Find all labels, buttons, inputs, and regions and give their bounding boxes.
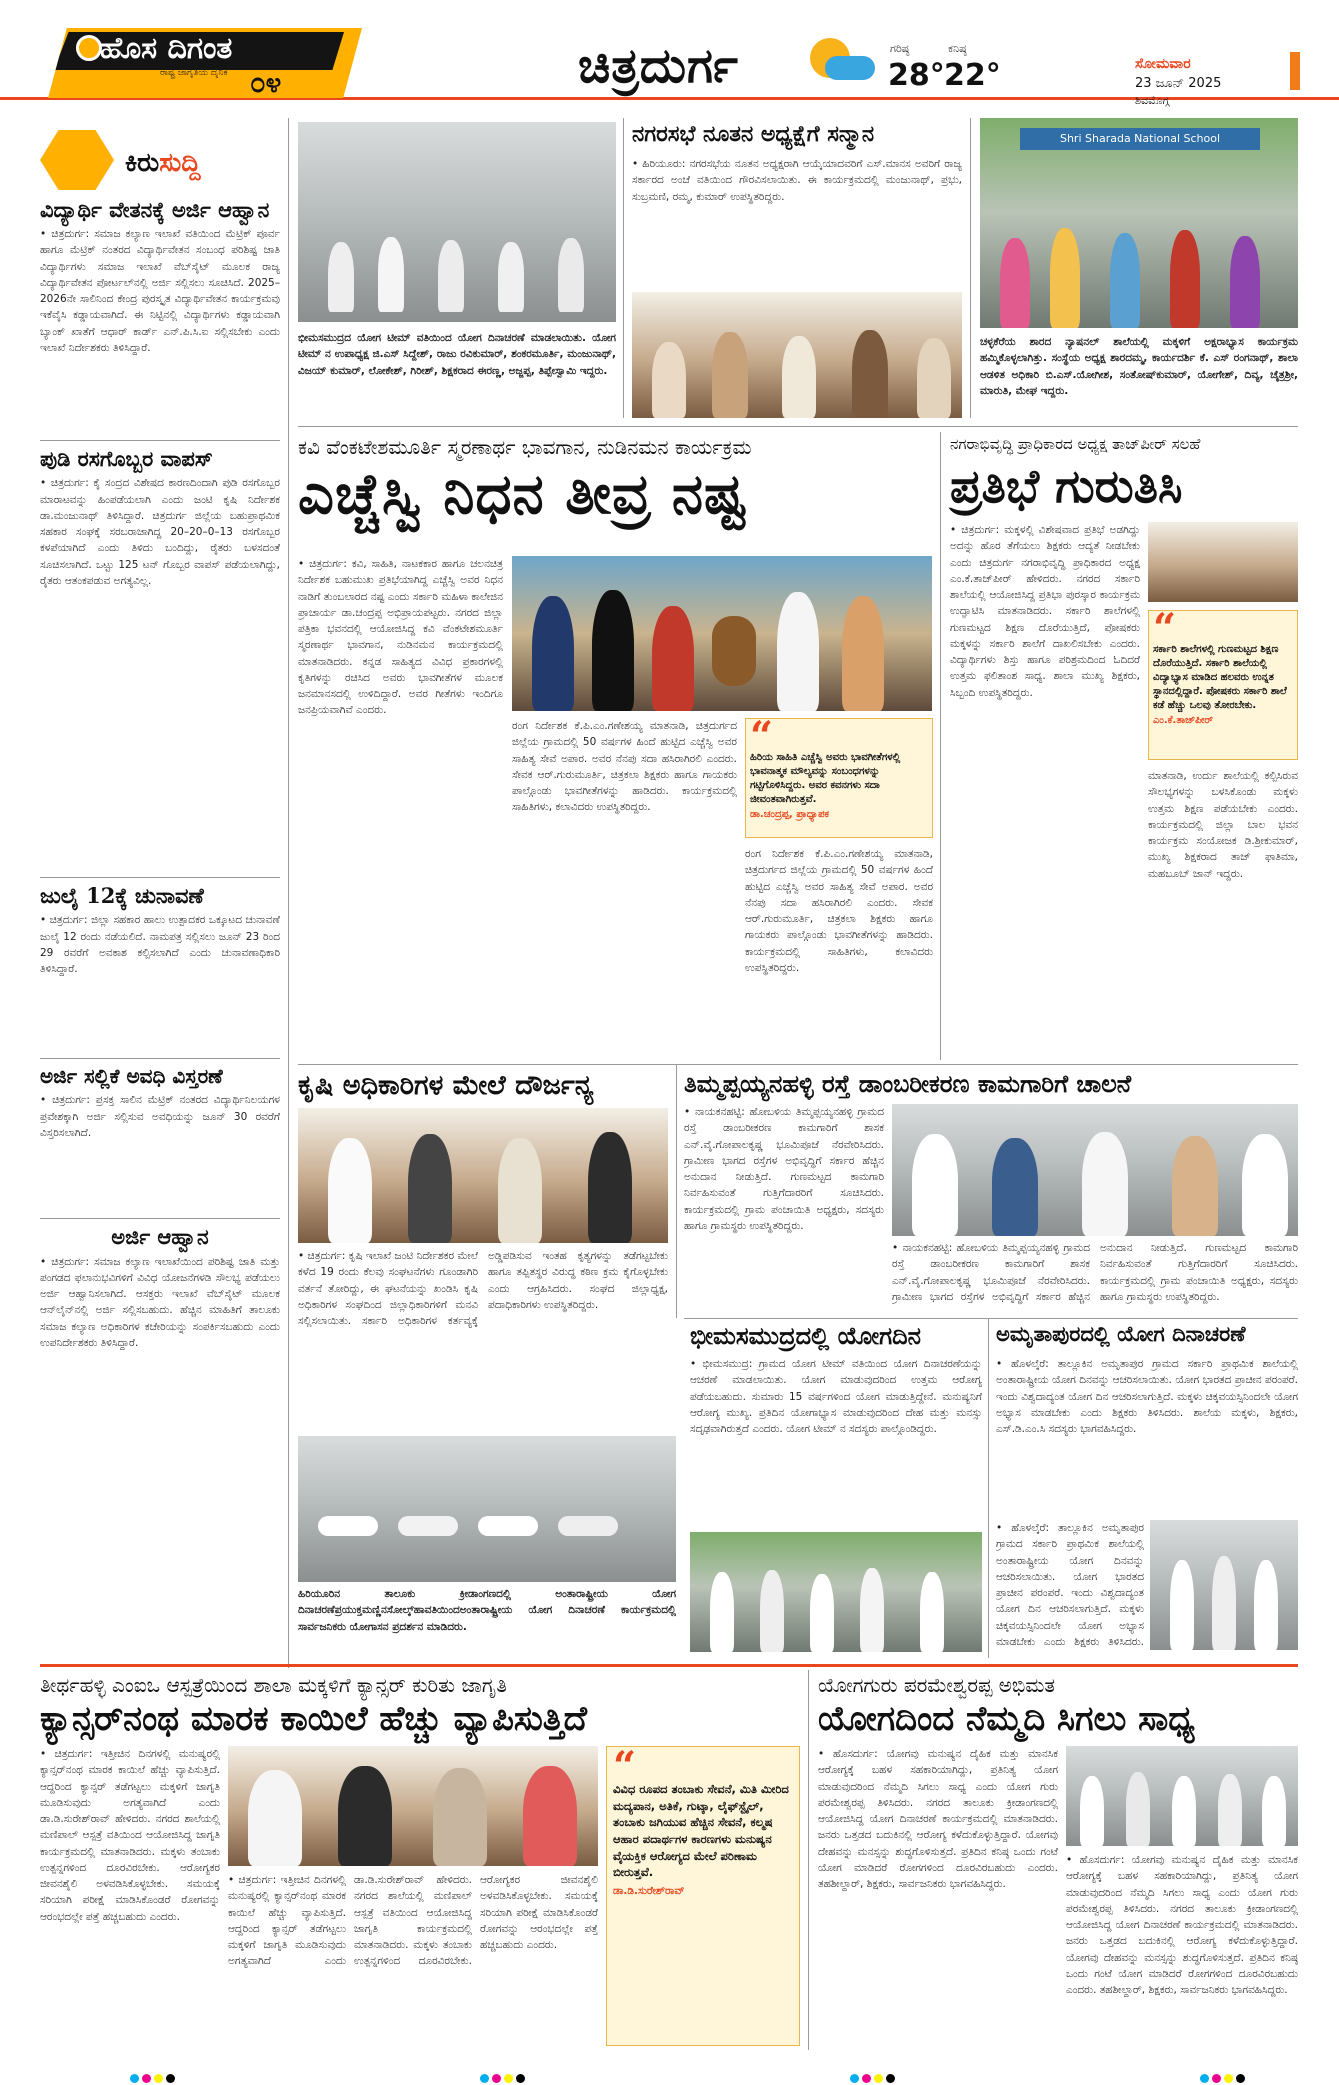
quote-box (606, 1746, 800, 2046)
article-title: ವಿದ್ಯಾರ್ಥಿ ವೇತನಕ್ಕೆ ಅರ್ಜಿ ಆಹ್ವಾನ (40, 198, 270, 222)
suddi-part: ಸುದ್ದಿ (159, 148, 201, 178)
school-yoga-photo (1150, 1520, 1298, 1650)
day-name: ಸೋಮವಾರ (1135, 56, 1191, 72)
person-figure (398, 1516, 458, 1536)
min-temp: 22° (944, 58, 1001, 93)
article-title: ಯೋಗದಿಂದ ನೆಮ್ಮದಿ ಸಿಗಲು ಸಾಧ್ಯ (818, 1699, 1195, 1739)
person-figure (652, 342, 686, 418)
person-figure (1262, 1776, 1286, 1846)
article-body: • ಹೊಸದುರ್ಗ: ಯೋಗವು ಮನುಷ್ಯನ ದೈಹಿಕ ಮತ್ತು ಮಾನಸಿಕ ಆರೋಗ್ಯಕ್ಕೆ ಬಹಳ ಸಹಕಾರಿಯಾಗಿದ್ದು, ಪ್ರತಿನಿತ್ಯ ಯೋಗ ಮಾಡುವುದರಿಂದ ನೆಮ್ಮದಿ ಸಿಗಲು ಸಾಧ್ಯ ಎಂದು ಯೋಗ ಗುರು ಪರಮೇಶ್ವರಪ್ಪ ತಿಳಿಸಿದರು. ನಗರದ ತಾಲೂಕು ಕ್ರೀಡಾಂಗಣದಲ್ಲಿ ಆಯೋಜಿಸಿದ್ದ ಯೋಗ ದಿನಾಚರಣೆ ಕಾರ್ಯಕ್ರಮದಲ್ಲಿ ಮಾತನಾಡಿದರು. ಜನರು ಒತ್ತಡದ ಬದುಕಿನಲ್ಲಿ ಆರೋಗ್ಯ ಕಳೆದುಕೊಳ್ಳುತ್ತಿದ್ದಾರೆ. ಯೋಗವು ದೇಹವನ್ನು ಮನಸ್ಸನ್ನು ಶುದ್ಧಗೊಳಿಸುತ್ತದೆ. ಪ್ರತಿದಿನ ಕನಿಷ್ಠ ಒಂದು ಗಂಟೆ ಯೋಗ ಮಾಡಿದರೆ ರೋಗಗಳಿಂದ ದೂರವಿರಬಹುದು ಎಂದರು. ತಹಶೀಲ್ದಾರ್, ಶಿಕ್ಷಕರು, ಸಾರ್ವಜನಿಕರು ಭಾಗವಹಿಸಿದ್ದರು. (818, 1748, 1058, 1891)
person-figure (498, 1138, 542, 1243)
person-figure (917, 338, 951, 418)
quote-icon: “ (1153, 610, 1177, 652)
person-figure (1000, 238, 1030, 328)
person-figure (842, 596, 884, 711)
person-figure (408, 1134, 452, 1243)
divider (40, 877, 280, 878)
column-rule (988, 1318, 989, 1658)
masthead (0, 0, 1339, 107)
person-figure (558, 1516, 618, 1536)
person-figure (433, 1768, 487, 1866)
column-rule (970, 118, 971, 418)
felicitation-photo (632, 292, 962, 418)
divider (40, 1218, 280, 1219)
person-figure (852, 330, 888, 418)
yoga-photo (690, 1532, 982, 1652)
person-figure (1230, 236, 1260, 328)
yoga-session-photo (1066, 1746, 1298, 1846)
quote-text: ಹಿರಿಯ ಸಾಹಿತಿ ಎಚ್ಚೆಸ್ವಿ ಅವರು ಭಾವಗೀತೆಗಳಲ್ಲಿ ಭಾವನಾತ್ಮಕ ಮೌಲ್ಯವನ್ನು ಸಂಬಂಧಗಳನ್ನು ಗಟ್ಟಿಗೊಳಿಸಿದ್ದರು. ಅವರ ಕವನಗಳು ಸದಾ ಜೀವಂತವಾಗಿರುತ್ತವೆ. (750, 752, 901, 805)
awareness-photo (228, 1746, 598, 1866)
divider (40, 440, 280, 441)
person-figure (810, 1574, 834, 1652)
quote-attribution: ಡಾ.ಚಂದ್ರಪ್ಪ, ಪ್ರಾಧ್ಯಾಪಕ (750, 809, 829, 820)
lead-kicker: ಕವಿ ವೆಂಕಟೇಶಮೂರ್ತಿ ಸ್ಮರಣಾರ್ಥ ಭಾವಗಾನ, ನುಡಿನಮನ ಕಾರ್ಯಕ್ರಮ (298, 435, 752, 459)
award-photo (1148, 522, 1298, 602)
article-title: ಅರ್ಜಿ ಆಹ್ವಾನ (111, 1224, 209, 1250)
article-body: • ನಾಯಕನಹಟ್ಟಿ: ಹೋಬಳಿಯ ತಿಮ್ಮಪ್ಪಯ್ಯನಹಳ್ಳಿ ಗ್ರಾಮದ ರಸ್ತೆ ಡಾಂಬರೀಕರಣ ಕಾಮಗಾರಿಗೆ ಶಾಸಕ ಎನ್.ವೈ.ಗೋಪಾಲಕೃಷ್ಣ ಭೂಮಿಪೂಜೆ ನೆರವೇರಿಸಿದರು. ಗ್ರಾಮೀಣ ಭಾಗದ ರಸ್ತೆಗಳ ಅಭಿವೃದ್ಧಿಗೆ ಸರ್ಕಾರ ಹೆಚ್ಚಿನ ಅನುದಾನ ನೀಡುತ್ತಿದೆ. ಗುಣಮಟ್ಟದ ಕಾಮಗಾರಿ ನಿರ್ವಹಿಸುವಂತೆ ಗುತ್ತಿಗೆದಾರರಿಗೆ ಸೂಚಿಸಿದರು. ಕಾರ್ಯಕ್ರಮದಲ್ಲಿ ಗ್ರಾಮ ಪಂಚಾಯಿತಿ ಅಧ್ಯಕ್ಷರು, ಸದಸ್ಯರು ಹಾಗೂ ಗ್ರಾಮಸ್ಥರು ಉಪಸ್ಥಿತರಿದ್ದರು. (892, 1242, 1298, 1303)
article-body: • ಭೀಮಸಮುದ್ರ: ಗ್ರಾಮದ ಯೋಗ ಟೀಮ್ ವತಿಯಿಂದ ಯೋಗ ದಿನಾಚರಣೆಯನ್ನು ಆಚರಣೆ ಮಾಡಲಾಯಿತು. ಯೋಗ ಮಾಡುವುದರಿಂದ ಉತ್ತಮ ಆರೋಗ್ಯ ಪಡೆಯಬಹುದು. ಸುಮಾರು 15 ವರ್ಷಗಳಿಂದ ಯೋಗ ಮಾಡುತ್ತಿದ್ದೇನೆ. ಮನುಷ್ಯನಿಗೆ ಆರೋಗ್ಯ ಮುಖ್ಯ. ಪ್ರತಿದಿನ ಯೋಗಾಭ್ಯಾಸ ಮಾಡುವುದರಿಂದ ದೇಹ ಮತ್ತು ಮನಸ್ಸು ಸದೃಢವಾಗಿರುತ್ತದೆ ಎಂದರು. ಯೋಗ ಟೀಮ್ ನ ಸದಸ್ಯರು ಪಾಲ್ಗೊಂಡಿದ್ದರು. (690, 1358, 982, 1436)
article-body: • ಚಿತ್ರದುರ್ಗ: ಕೈ ಸಂದ್ರದ ವಿಶೇಷದ ಕಾರಣದಿಂದಾಗಿ ಪುಡಿ ರಸಗೊಬ್ಬರ ಮಾರಾಟವನ್ನು ಹಿಂಪಡೆಯಲಾಗಿ ಎಂದು ಜಂಟಿ ಕೃಷಿ ನಿರ್ದೇಶಕ ಡಾ.ಮಂಜುನಾಥ್ ತಿಳಿಸಿದ್ದಾರೆ. ಚಿತ್ರದುರ್ಗ ಜಿಲ್ಲೆಯ ಬಹುಪ್ರಾಥಮಿಕ ಸಹಕಾರ ಸಂಘಕ್ಕೆ ಸರಬರಾಜಾಗಿದ್ದ 20–20–0–13 ರಸಗೊಬ್ಬರ ಕಳಪೆಯಾಗಿದೆ ಎಂದು ತಿಳಿದು ಬಂದಿದ್ದು, ರೈತರು ಬಳಸದಂತೆ ಸೂಚಿಸಲಾಗಿದೆ. ಒಟ್ಟು 125 ಟನ್ ಗೊಬ್ಬರ ವಾಪಸ್ ಪಡೆಯಲಾಗಿದ್ದು, ರೈತರು ಆತಂಕಪಡುವ ಅಗತ್ಯವಿಲ್ಲ. (40, 477, 280, 587)
person-figure (588, 1132, 632, 1243)
article-body: • ಹೊಸದುರ್ಗ: ಯೋಗವು ಮನುಷ್ಯನ ದೈಹಿಕ ಮತ್ತು ಮಾನಸಿಕ ಆರೋಗ್ಯಕ್ಕೆ ಬಹಳ ಸಹಕಾರಿಯಾಗಿದ್ದು, ಪ್ರತಿನಿತ್ಯ ಯೋಗ ಮಾಡುವುದರಿಂದ ನೆಮ್ಮದಿ ಸಿಗಲು ಸಾಧ್ಯ ಎಂದು ಯೋಗ ಗುರು ಪರಮೇಶ್ವರಪ್ಪ ತಿಳಿಸಿದರು. ನಗರದ ತಾಲೂಕು ಕ್ರೀಡಾಂಗಣದಲ್ಲಿ ಆಯೋಜಿಸಿದ್ದ ಯೋಗ ದಿನಾಚರಣೆ ಕಾರ್ಯಕ್ರಮದಲ್ಲಿ ಮಾತನಾಡಿದರು. ಜನರು ಒತ್ತಡದ ಬದುಕಿನಲ್ಲಿ ಆರೋಗ್ಯ ಕಳೆದುಕೊಳ್ಳುತ್ತಿದ್ದಾರೆ. ಯೋಗವು ದೇಹವನ್ನು ಮನಸ್ಸನ್ನು ಶುದ್ಧಗೊಳಿಸುತ್ತದೆ. ಪ್ರತಿದಿನ ಕನಿಷ್ಠ ಒಂದು ಗಂಟೆ ಯೋಗ ಮಾಡಿದರೆ ರೋಗಗಳಿಂದ ದೂರವಿರಬಹುದು ಎಂದರು. ತಹಶೀಲ್ದಾರ್, ಶಿಕ್ಷಕರು, ಸಾರ್ವಜನಿಕರು ಭಾಗವಹಿಸಿದ್ದರು. (1066, 1854, 1298, 1997)
max-temp: 28° (888, 58, 945, 93)
quote-text: ಸರ್ಕಾರಿ ಶಾಲೆಗಳಲ್ಲಿ ಗುಣಮಟ್ಟದ ಶಿಕ್ಷಣ ದೊರೆಯುತ್ತಿದೆ. ಸರ್ಕಾರಿ ಶಾಲೆಯಲ್ಲಿ ವಿದ್ಯಾಭ್ಯಾಸ ಮಾಡಿದ ಹಲವರು ಉನ್ನತ ಸ್ಥಾನದಲ್ಲಿದ್ದಾರೆ. ಪೋಷಕರು ಸರ್ಕಾರಿ ಶಾಲೆ ಕಡೆ ಹೆಚ್ಚು ಒಲವು ತೋರಬೇಕು. (1153, 644, 1287, 711)
article-title: ಅರ್ಜಿ ಸಲ್ಲಿಕೆ ಅವಧಿ ವಿಸ್ತರಣೆ (40, 1064, 223, 1089)
article-body: • ಚಿತ್ರದುರ್ಗ: ಸಮಾಜ ಕಲ್ಯಾಣ ಇಲಾಖೆಯಿಂದ ಪರಿಶಿಷ್ಟ ಜಾತಿ ಮತ್ತು ಪಂಗಡದ ಫಲಾನುಭವಿಗಳಿಗೆ ವಿವಿಧ ಯೋಜನೆಗಳಡಿ ಸೌಲಭ್ಯ ಪಡೆಯಲು ಅರ್ಜಿ ಆಹ್ವಾನಿಸಲಾಗಿದೆ. ಆಸಕ್ತರು ಇಲಾಖೆ ವೆಬ್‌ಸೈಟ್ ಮೂಲಕ ಆನ್‌ಲೈನ್‌ನಲ್ಲಿ ಅರ್ಜಿ ಸಲ್ಲಿಸಬಹುದು. ಹೆಚ್ಚಿನ ಮಾಹಿತಿಗೆ ತಾಲೂಕು ಸಮಾಜ ಕಲ್ಯಾಣ ಅಧಿಕಾರಿಗಳ ಕಚೇರಿಯನ್ನು ಸಂಪರ್ಕಿಸಬಹುದು ಎಂದು ಉಪನಿರ್ದೇಶಕರು ತಿಳಿಸಿದ್ದಾರೆ. (40, 1255, 280, 1349)
column-rule (288, 118, 289, 1668)
accent-bar (1290, 52, 1300, 90)
article-body: • ಚಿತ್ರದುರ್ಗ: ಇತ್ತೀಚಿನ ದಿನಗಳಲ್ಲಿ ಮನುಷ್ಯರಲ್ಲಿ ಕ್ಯಾನ್ಸರ್‌ನಂಥ ಮಾರಕ ಕಾಯಿಲೆ ಹೆಚ್ಚು ವ್ಯಾಪಿಸುತ್ತಿದೆ. ಆದ್ದರಿಂದ ಕ್ಯಾನ್ಸರ್ ತಡೆಗಟ್ಟಲು ಮಕ್ಕಳಿಗೆ ಜಾಗೃತಿ ಮೂಡಿಸುವುದು ಅಗತ್ಯವಾಗಿದೆ ಎಂದು ಡಾ.ಡಿ.ಸುರೇಶ್‌ರಾವ್ ಹೇಳಿದರು. ನಗರದ ಶಾಲೆಯಲ್ಲಿ ಮಣಿಪಾಲ್ ಆಸ್ಪತ್ರೆ ವತಿಯಿಂದ ಆಯೋಜಿಸಿದ್ದ ಜಾಗೃತಿ ಕಾರ್ಯಕ್ರಮದಲ್ಲಿ ಮಾತನಾಡಿದರು. ಮಕ್ಕಳು ತಂಬಾಕು ಉತ್ಪನ್ನಗಳಿಂದ ದೂರವಿರಬೇಕು. ಆರೋಗ್ಯಕರ ಜೀವನಶೈಲಿ ಅಳವಡಿಸಿಕೊಳ್ಳಬೇಕು. ಸಮಯಕ್ಕೆ ಸರಿಯಾಗಿ ಪರೀಕ್ಷೆ ಮಾಡಿಸಿಕೊಂಡರೆ ರೋಗವನ್ನು ಆರಂಭದಲ್ಲೇ ಪತ್ತೆ ಹಚ್ಚಬಹುದು ಎಂದರು. (228, 1874, 598, 1968)
person-figure (860, 1568, 884, 1652)
person-figure (498, 242, 524, 312)
person-figure (920, 1572, 944, 1652)
lead-body: • ಚಿತ್ರದುರ್ಗ: ಕವಿ, ಸಾಹಿತಿ, ನಾಟಕಕಾರ ಹಾಗೂ ಚಲನಚಿತ್ರ ನಿರ್ದೇಶಕ ಬಹುಮುಖ ಪ್ರತಿಭೆಯಾಗಿದ್ದ ಎಚ್ಚೆಸ್ವಿ ಅವರ ನಿಧನ ನಾಡಿಗೆ ತುಂಬಲಾರದ ನಷ್ಟ ಎಂದು ಸರ್ಕಾರಿ ಮಹಿಳಾ ಕಾಲೇಜಿನ ಪ್ರಾಚಾರ್ಯ ಡಾ.ಚಂದ್ರಪ್ಪ ಅಭಿಪ್ರಾಯಪಟ್ಟರು. ನಗರದ ಜಿಲ್ಲಾ ಪತ್ರಿಕಾ ಭವನದಲ್ಲಿ ಆಯೋಜಿಸಿದ್ದ ಕವಿ ವೆಂಕಟೇಶಮೂರ್ತಿ ಸ್ಮರಣಾರ್ಥ ಭಾವಗಾನ, ನುಡಿನಮನ ಕಾರ್ಯಕ್ರಮದಲ್ಲಿ ಮಾತನಾಡಿದರು. ಕನ್ನಡ ಸಾಹಿತ್ಯದ ವಿವಿಧ ಪ್ರಕಾರಗಳಲ್ಲಿ ಕೃತಿಗಳನ್ನು ರಚಿಸಿದ ಅವರು ಭಾವಗೀತೆಗಳ ಮೂಲಕ ಜನಮಾನಸದಲ್ಲಿ ಉಳಿದಿದ್ದಾರೆ. ಅವರ ಗೀತೆಗಳು ಇಂದಿಗೂ ಜನಪ್ರಿಯವಾಗಿವೆ ಎಂದರು. (298, 558, 503, 717)
person-figure (712, 332, 748, 418)
article-body: • ಚಿತ್ರದುರ್ಗ: ಇತ್ತೀಚಿನ ದಿನಗಳಲ್ಲಿ ಮನುಷ್ಯರಲ್ಲಿ ಕ್ಯಾನ್ಸರ್‌ನಂಥ ಮಾರಕ ಕಾಯಿಲೆ ಹೆಚ್ಚು ವ್ಯಾಪಿಸುತ್ತಿದೆ. ಆದ್ದರಿಂದ ಕ್ಯಾನ್ಸರ್ ತಡೆಗಟ್ಟಲು ಮಕ್ಕಳಿಗೆ ಜಾಗೃತಿ ಮೂಡಿಸುವುದು ಅಗತ್ಯವಾಗಿದೆ ಎಂದು ಡಾ.ಡಿ.ಸುರೇಶ್‌ರಾವ್ ಹೇಳಿದರು. ನಗರದ ಶಾಲೆಯಲ್ಲಿ ಮಣಿಪಾಲ್ ಆಸ್ಪತ್ರೆ ವತಿಯಿಂದ ಆಯೋಜಿಸಿದ್ದ ಜಾಗೃತಿ ಕಾರ್ಯಕ್ರಮದಲ್ಲಿ ಮಾತನಾಡಿದರು. ಮಕ್ಕಳು ತಂಬಾಕು ಉತ್ಪನ್ನಗಳಿಂದ ದೂರವಿರಬೇಕು. ಆರೋಗ್ಯಕರ ಜೀವನಶೈಲಿ ಅಳವಡಿಸಿಕೊಳ್ಳಬೇಕು. ಸಮಯಕ್ಕೆ ಸರಿಯಾಗಿ ಪರೀಕ್ಷೆ ಮಾಡಿಸಿಕೊಂಡರೆ ರೋಗವನ್ನು ಆರಂಭದಲ್ಲೇ ಪತ್ತೆ ಹಚ್ಚಬಹುದು ಎಂದರು. (40, 1748, 220, 1923)
person-figure (592, 590, 634, 711)
article-body: • ಚಿತ್ರದುರ್ಗ: ಕೃಷಿ ಇಲಾಖೆ ಜಂಟಿ ನಿರ್ದೇಶಕರ ಮೇಲೆ ಕಳೆದ 19 ರಂದು ಕೆಲವು ಸಂಘಟನೆಗಳು ಗೂಂಡಾಗಿರಿ ವರ್ತನೆ ತೋರಿದ್ದು, ಈ ಘಟನೆಯನ್ನು ಖಂಡಿಸಿ ಕೃಷಿ ಅಧಿಕಾರಿಗಳ ಸಂಘದಿಂದ ಜಿಲ್ಲಾಧಿಕಾರಿಗಳಿಗೆ ಮನವಿ ಸಲ್ಲಿಸಲಾಯಿತು. ಸರ್ಕಾರಿ ಅಧಿಕಾರಿಗಳ ಕರ್ತವ್ಯಕ್ಕೆ ಅಡ್ಡಿಪಡಿಸುವ ಇಂತಹ ಕೃತ್ಯಗಳನ್ನು ತಡೆಗಟ್ಟಬೇಕು ಹಾಗೂ ತಪ್ಪಿತಸ್ಥರ ವಿರುದ್ಧ ಕಠಿಣ ಕ್ರಮ ಕೈಗೊಳ್ಳಬೇಕು ಎಂದು ಆಗ್ರಹಿಸಿದರು. ಸಂಘದ ಜಿಲ್ಲಾಧ್ಯಕ್ಷ, ಪದಾಧಿಕಾರಿಗಳು ಉಪಸ್ಥಿತರಿದ್ದರು. (298, 1250, 668, 1328)
column-rule (940, 432, 941, 1060)
column-rule (676, 1064, 677, 1318)
lead-headline: ಎಚ್ಚೆಸ್ವಿ ನಿಧನ ತೀವ್ರ ನಷ್ಟ (298, 461, 748, 527)
article-body: ಮಾತನಾಡಿ, ಉರ್ದು ಶಾಲೆಯಲ್ಲಿ ಕಲ್ಪಿಸಿರುವ ಸೌಲಭ್ಯಗಳನ್ನು ಬಳಸಿಕೊಂಡು ಮಕ್ಕಳು ಉತ್ತಮ ಶಿಕ್ಷಣ ಪಡೆಯಬೇಕು ಎಂದರು. ಕಾರ್ಯಕ್ರಮದಲ್ಲಿ ಜಿಲ್ಲಾ ಬಾಲ ಭವನ ಕಾರ್ಯಕ್ರಮ ಸಂಯೋಜಕ ಡಿ.ಶ್ರೀಕುಮಾರ್, ಮುಖ್ಯ ಶಿಕ್ಷಕರಾದ ತಾಜ್ ಫಾತಿಮಾ, ಮಹಬೂಬ್ ಜಾನ್ ಇದ್ದರು. (1148, 770, 1298, 880)
article-body: • ಚಿತ್ರದುರ್ಗ: ಮಕ್ಕಳಲ್ಲಿ ವಿಶೇಷವಾದ ಪ್ರತಿಭೆ ಅಡಗಿದ್ದು ಅದನ್ನು ಹೊರ ತೆಗೆಯಲು ಶಿಕ್ಷಕರು ಆದ್ಯತೆ ನೀಡಬೇಕು ಎಂದು ಚಿತ್ರದುರ್ಗ ನಗರಾಭಿವೃದ್ಧಿ ಪ್ರಾಧಿಕಾರದ ಅಧ್ಯಕ್ಷ ಎಂ.ಕೆ.ತಾಜ್‌ಪೀರ್ ಹೇಳಿದರು. ನಗರದ ಸರ್ಕಾರಿ ಶಾಲೆಯಲ್ಲಿ ಆಯೋಜಿಸಿದ್ದ ಪ್ರತಿಭಾ ಪುರಸ್ಕಾರ ಕಾರ್ಯಕ್ರಮ ಉದ್ಘಾಟಿಸಿ ಮಾತನಾಡಿದರು. ಸರ್ಕಾರಿ ಶಾಲೆಗಳಲ್ಲಿ ಗುಣಮಟ್ಟದ ಶಿಕ್ಷಣ ದೊರೆಯುತ್ತಿದೆ, ಪೋಷಕರು ಮಕ್ಕಳನ್ನು ಸರ್ಕಾರಿ ಶಾಲೆಗೆ ದಾಖಲಿಸಬೇಕು ಎಂದರು. ವಿದ್ಯಾರ್ಥಿಗಳು ಶಿಸ್ತು ಹಾಗೂ ಪರಿಶ್ರಮದಿಂದ ಓದಿದರೆ ಉತ್ತಮ ಫಲಿತಾಂಶ ಸಾಧ್ಯ. ಶಾಲಾ ಮುಖ್ಯ ಶಿಕ್ಷಕರು, ಸಿಬ್ಬಂದಿ ಉಪಸ್ಥಿತರಿದ್ದರು. (950, 524, 1140, 699)
color-registration-marks (1200, 2068, 1248, 2085)
person-figure (652, 606, 694, 711)
person-figure (523, 1766, 577, 1866)
kiru-part: ಕಿರು (125, 148, 160, 178)
drum-icon (712, 616, 756, 686)
article-title: ತಿಮ್ಮಪ್ಪಯ್ಯನಹಳ್ಳಿ ರಸ್ತೆ ಡಾಂಬರೀಕರಣ ಕಾಮಗಾರಿಗೆ ಚಾಲನೆ (684, 1069, 1132, 1098)
article-title: ಪುಡಿ ರಸಗೊಬ್ಬರ ವಾಪಸ್ (40, 446, 213, 472)
quote-box (1148, 610, 1298, 760)
min-temp-label: ಕನಿಷ್ಠ (948, 42, 967, 55)
article-body: • ಹೊಳಲ್ಕೆರೆ: ತಾಲ್ಲೂಕಿನ ಅಮೃತಾಪುರ ಗ್ರಾಮದ ಸರ್ಕಾರಿ ಪ್ರಾಥಮಿಕ ಶಾಲೆಯಲ್ಲಿ ಅಂತಾರಾಷ್ಟ್ರೀಯ ಯೋಗ ದಿನವನ್ನು ಆಚರಿಸಲಾಯಿತು. ಯೋಗ ಭಾರತದ ಪ್ರಾಚೀನ ಪರಂಪರೆ. ಇಂದು ವಿಶ್ವದಾದ್ಯಂತ ಯೋಗ ದಿನ ಆಚರಿಸಲಾಗುತ್ತಿದೆ. ಮಕ್ಕಳು ಚಿಕ್ಕವಯಸ್ಸಿನಿಂದಲೇ ಯೋಗ ಅಭ್ಯಾಸ ಮಾಡಬೇಕು ಎಂದು ಶಿಕ್ಷಕರು ತಿಳಿಸಿದರು. ಶಾಲೆಯ ಮಕ್ಕಳು, ಶಿಕ್ಷಕರು, ಎಸ್.ಡಿ.ಎಂ.ಸಿ ಸದಸ್ಯರು ಭಾಗವಹಿಸಿದ್ದರು. (996, 1358, 1298, 1436)
person-figure (478, 1516, 538, 1536)
article-body: • ನಾಯಕನಹಟ್ಟಿ: ಹೋಬಳಿಯ ತಿಮ್ಮಪ್ಪಯ್ಯನಹಳ್ಳಿ ಗ್ರಾಮದ ರಸ್ತೆ ಡಾಂಬರೀಕರಣ ಕಾಮಗಾರಿಗೆ ಶಾಸಕ ಎನ್.ವೈ.ಗೋಪಾಲಕೃಷ್ಣ ಭೂಮಿಪೂಜೆ ನೆರವೇರಿಸಿದರು. ಗ್ರಾಮೀಣ ಭಾಗದ ರಸ್ತೆಗಳ ಅಭಿವೃದ್ಧಿಗೆ ಸರ್ಕಾರ ಹೆಚ್ಚಿನ ಅನುದಾನ ನೀಡುತ್ತಿದೆ. ಗುಣಮಟ್ಟದ ಕಾಮಗಾರಿ ನಿರ್ವಹಿಸುವಂತೆ ಗುತ್ತಿಗೆದಾರರಿಗೆ ಸೂಚಿಸಿದರು. ಕಾರ್ಯಕ್ರಮದಲ್ಲಿ ಗ್ರಾಮ ಪಂಚಾಯಿತಿ ಅಧ್ಯಕ್ಷರು, ಸದಸ್ಯರು ಹಾಗೂ ಗ್ರಾಮಸ್ಥರು ಉಪಸ್ಥಿತರಿದ್ದರು. (684, 1106, 884, 1232)
short-news-column (40, 198, 280, 1653)
section-rule (40, 1664, 1298, 1667)
article-title: ಭೀಮಸಮುದ್ರದಲ್ಲಿ ಯೋಗದಿನ (690, 1321, 921, 1350)
article-kicker: ನಗರಾಭಿವೃದ್ಧಿ ಪ್ರಾಧಿಕಾರದ ಅಧ್ಯಕ್ಷ ತಾಜ್‌ಪೀರ್ ಸಲಹೆ (950, 435, 1201, 453)
person-figure (328, 242, 354, 312)
color-registration-marks (480, 2068, 528, 2085)
hand-icon (40, 130, 114, 190)
column-rule (623, 118, 624, 418)
person-figure (532, 596, 574, 711)
person-figure (760, 1570, 784, 1652)
person-figure (1110, 233, 1140, 328)
person-figure (1080, 1776, 1104, 1846)
person-figure (1082, 1132, 1128, 1236)
article-body: • ಚಿತ್ರದುರ್ಗ: ಜಿಲ್ಲಾ ಸಹಕಾರ ಹಾಲು ಉತ್ಪಾದಕರ ಒಕ್ಕೂಟದ ಚುನಾವಣೆ ಜುಲೈ 12 ರಂದು ನಡೆಯಲಿದೆ. ನಾಮಪತ್ರ ಸಲ್ಲಿಸಲು ಜೂನ್ 23 ರಿಂದ 29 ರವರೆಗೆ ಅವಕಾಶ ಕಲ್ಪಿಸಲಾಗಿದೆ ಎಂದು ಚುನಾವಣಾಧಿಕಾರಿ ತಿಳಿಸಿದ್ದಾರೆ. (40, 914, 280, 976)
person-figure (1126, 1772, 1150, 1846)
page-number: ೦೪ (250, 66, 282, 99)
road-work-photo (892, 1104, 1298, 1236)
cloud-icon (825, 56, 875, 80)
section-rule (298, 426, 1298, 427)
max-temp-label: ಗರಿಷ್ಠ (890, 42, 910, 55)
school-event-photo (980, 118, 1298, 328)
quote-attribution: ಡಾ.ಡಿ.ಸುರೇಶ್‌ರಾವ್ (613, 1885, 685, 1898)
article-body: • ಹೊಳಲ್ಕೆರೆ: ತಾಲ್ಲೂಕಿನ ಅಮೃತಾಪುರ ಗ್ರಾಮದ ಸರ್ಕಾರಿ ಪ್ರಾಥಮಿಕ ಶಾಲೆಯಲ್ಲಿ ಅಂತಾರಾಷ್ಟ್ರೀಯ ಯೋಗ ದಿನವನ್ನು ಆಚರಿಸಲಾಯಿತು. ಯೋಗ ಭಾರತದ ಪ್ರಾಚೀನ ಪರಂಪರೆ. ಇಂದು ವಿಶ್ವದಾದ್ಯಂತ ಯೋಗ ದಿನ ಆಚರಿಸಲಾಗುತ್ತಿದೆ. ಮಕ್ಕಳು ಚಿಕ್ಕವಯಸ್ಸಿನಿಂದಲೇ ಯೋಗ ಅಭ್ಯಾಸ ಮಾಡಬೇಕು ಎಂದು ಶಿಕ್ಷಕರು ತಿಳಿಸಿದರು. (996, 1522, 1144, 1648)
person-figure (1050, 228, 1080, 328)
article-body: • ಚಿತ್ರದುರ್ಗ: ಸಮಾಜ ಕಲ್ಯಾಣ ಇಲಾಖೆ ವತಿಯಿಂದ ಮೆಟ್ರಿಕ್ ಪೂರ್ವ ಹಾಗೂ ಮೆಟ್ರಿಕ್ ನಂತರದ ವಿದ್ಯಾರ್ಥಿವೇತನ ಸಂಬಂಧ ಪರಿಶಿಷ್ಟ ಜಾತಿ ವಿದ್ಯಾರ್ಥಿಗಳು ಸಮಾಜ ಇಲಾಖೆ ವೆಬ್‌ಸೈಟ್ ಮೂಲಕ ರಾಜ್ಯ ವಿದ್ಯಾರ್ಥಿವೇತನ ಪೋರ್ಟಲ್‌ನಲ್ಲಿ ಅರ್ಜಿ ಸಲ್ಲಿಸಲು ಸೂಚಿಸಿದೆ. 2025–2026ನೇ ಸಾಲಿನಿಂದ ಕೇಂದ್ರ ಪುರಸ್ಕೃತ ವಿದ್ಯಾರ್ಥಿವೇತನ ಕಾರ್ಯಕ್ರಮವು ಇಕೆವೈಸಿ ಕಡ್ಡಾಯವಾಗಿದೆ. ಈ ನಿಟ್ಟಿನಲ್ಲಿ ವಿದ್ಯಾರ್ಥಿಗಳು ಕಡ್ಡಾಯವಾಗಿ ಬ್ಯಾಂಕ್ ಖಾತೆಗೆ ಆಧಾರ್ ಕಾರ್ಡ್ ಎನ್.ಪಿ.ಸಿ.ಐ ಸಲ್ಲಿಸಬೇಕು ಎಂದು ಇಲಾಖೆ ನಿರ್ದೇಶಕರು ತಿಳಿಸಿದ್ದಾರೆ. (40, 228, 280, 354)
article-kicker: ತೀರ್ಥಹಳ್ಳಿ ಎಂಐಒ ಆಸ್ಪತ್ರೆಯಿಂದ ಶಾಲಾ ಮಕ್ಕಳಿಗೆ ಕ್ಯಾನ್ಸರ್ ಕುರಿತು ಜಾಗೃತಿ (40, 1673, 507, 1697)
quote-attribution: ಎಂ.ಕೆ.ತಾಜ್‌ಪೀರ್ (1153, 715, 1213, 726)
article-body: • ಹಿರಿಯೂರು: ನಗರಸಭೆಯ ನೂತನ ಅಧ್ಯಕ್ಷರಾಗಿ ಆಯ್ಕೆಯಾದವರಿಗೆ ಎಸ್.ಮಾನಸ ಅವರಿಗೆ ರಾಜ್ಯ ಸರ್ಕಾರದ ಅಂಚೆ ವತಿಯಿಂದ ಗೌರವಿಸಲಾಯಿತು. ಈ ಕಾರ್ಯಕ್ರಮದಲ್ಲಿ ಮಂಜುನಾಥ್, ಪ್ರಭು, ಸುಬ್ರಮಣಿ, ರಮ್ಮ, ಕುಮಾರ್ ಉಪಸ್ಥಿತರಿದ್ದರು. (632, 158, 962, 203)
lead-body: ರಂಗ ನಿರ್ದೇಶಕ ಕೆ.ಪಿ.ಎಂ.ಗಣೇಶಯ್ಯ ಮಾತನಾಡಿ, ಚಿತ್ರದುರ್ಗದ ಜಿಲ್ಲೆಯ ಗ್ರಾಮದಲ್ಲಿ 50 ವರ್ಷಗಳ ಹಿಂದೆ ಹುಟ್ಟಿದ ಎಚ್ಚೆಸ್ವಿ ಅವರ ಸಾಹಿತ್ಯ ಸೇವೆ ಅಪಾರ. ಅವರ ನೆನಪು ಸದಾ ಹಸಿರಾಗಿರಲಿ ಎಂದರು. ಸೇವಕ ಆರ್.ಗುರುಮೂರ್ತಿ, ಚಿತ್ರಕಲಾ ಶಿಕ್ಷಕರು ಹಾಗೂ ಗಾಯಕರು ಪಾಲ್ಗೊಂಡು ಭಾವಗೀತೆಗಳನ್ನು ಹಾಡಿದರು. ಕಾರ್ಯಕ್ರಮದಲ್ಲಿ ಸಾಹಿತಿಗಳು, ಕಲಾವಿದರು ಉಪಸ್ಥಿತರಿದ್ದರು. (745, 848, 933, 974)
memorandum-photo (298, 1108, 668, 1243)
edition-title: ಚಿತ್ರದುರ್ಗ (578, 38, 739, 94)
person-figure (318, 1516, 378, 1536)
person-figure (1212, 1556, 1236, 1650)
city: ಶಿವಮೊಗ್ಗ (1135, 94, 1170, 107)
section-rule (298, 1064, 1298, 1065)
quote-text: ವಿವಿಧ ರೂಪದ ತಂಬಾಕು ಸೇವನೆ, ಮಿತಿ ಮೀರಿದ ಮದ್ಯಪಾನ, ಅತಿಕೆ, ಗುಟ್ಕಾ, ಲೈಫ್‌ಸ್ಟೈಲ್, ತಂಬಾಕು ಜಗಿಯುವ ಹೆಚ್ಚಿನ ಸೇವನೆ, ಕಲ್ಮಷ ಆಹಾರ ಪದಾರ್ಥಗಳ ಕಾರಣಗಳು ಮನುಷ್ಯನ ವೈಯಕ್ತಿಕ ಆರೋಗ್ಯದ ಮೇಲೆ ಪರಿಣಾಮ ಬೀರುತ್ತವೆ. (613, 1782, 789, 1880)
person-figure (1172, 1136, 1218, 1236)
person-figure (1242, 1134, 1288, 1236)
photo-caption: ಭೀಮಸಮುದ್ರದ ಯೋಗ ಟೀಮ್ ವತಿಯಿಂದ ಯೋಗ ದಿನಾಚರಣೆ ಮಾಡಲಾಯಿತು. ಯೋಗ ಟೀಮ್ ನ ಉಪಾಧ್ಯಕ್ಷ ಜಿ.ಎಸ್ ಸಿದ್ದೇಶ್, ರಾಜು ರವಿಕುಮಾರ್, ಶಂಕರಮೂರ್ತಿ, ಮಂಜುನಾಥ್, ವಿಜಯ್ ಕುಮಾರ್, ಲೋಕೇಶ್, ಗಿರೀಶ್, ಶಿಕ್ಷಕರಾದ ಈರಣ್ಣ, ಅಜ್ಜಪ್ಪ, ತಿಪ್ಪೇಸ್ವಾಮಿ ಇದ್ದರು. (298, 332, 616, 377)
event-banner: Shri Sharada National School (1020, 128, 1260, 150)
article-title: ನಗರಸಭೆ ನೂತನ ಅಧ್ಯಕ್ಷೆಗೆ ಸನ್ಮಾನ (632, 121, 875, 147)
kirusuddi-label (125, 148, 200, 179)
person-figure (328, 1138, 372, 1243)
divider (40, 1058, 280, 1059)
person-figure (992, 1138, 1038, 1236)
person-figure (912, 1134, 958, 1236)
hiriyur-yoga-photo (298, 1436, 676, 1582)
photo-caption: ಚಳ್ಳಕೆರೆಯ ಶಾರದ ನ್ಯಾಷನಲ್ ಶಾಲೆಯಲ್ಲಿ ಮಕ್ಕಳಿಗೆ ಅಕ್ಷರಾಭ್ಯಾಸ ಕಾರ್ಯಕ್ರಮ ಹಮ್ಮಿಕೊಳ್ಳಲಾಗಿತ್ತು. ಸಂಸ್ಥೆಯ ಅಧ್ಯಕ್ಷ ಶಾರದಮ್ಮ, ಕಾರ್ಯದರ್ಶಿ ಕೆ. ಎಸ್ ರಂಗನಾಥ್, ಶಾಲಾ ಆಡಳಿತ ಅಧಿಕಾರಿ ಬಿ.ಎಸ್.ಯೋಗೀಶ, ಸಂತೋಷ್‌ಕುಮಾರ್, ಯೋಗೇಶ್, ದಿವ್ಯ, ಚೈತ್ರಶ್ರೀ, ಮಾರುತಿ, ಮೇಘ ಇದ್ದರು. (980, 336, 1298, 397)
article-title: ಕೃಷಿ ಅಧಿಕಾರಿಗಳ ಮೇಲೆ ದೌರ್ಜನ್ಯ (298, 1070, 594, 1101)
person-figure (777, 592, 819, 711)
color-registration-marks (850, 2068, 898, 2085)
person-figure (338, 1766, 392, 1866)
person-figure (782, 336, 816, 418)
brand-tagline: ರಾಷ್ಟ್ರ ಜಾಗೃತಿಯ ದೈನಿಕ (160, 68, 228, 78)
article-title: ಪ್ರತಿಭೆ ಗುರುತಿಸಿ (950, 459, 1183, 513)
section-rule (684, 1318, 1298, 1319)
person-figure (248, 1770, 302, 1866)
brand-name: ಹೊಸ ದಿಗಂತ (100, 31, 233, 66)
photo-caption: ಹಿರಿಯೂರಿನ ತಾಲೂಕು ಕ್ರೀಡಾಂಗಣದಲ್ಲಿ ಅಂತಾರಾಷ್ಟ್ರೀಯ ಯೋಗ ದಿನಾಚರಣೆಪ್ರಯುಕ್ತಮಣ್ಣಿನಸೋಲ್ಕ್‌ಹಾವತಿಯಿಂದಅಂತಾರಾಷ್ಟ್ರೀಯ ಯೋಗ ದಿನಾಚರಣೆ ಕಾರ್ಯಕ್ರಮದಲ್ಲಿ ಸಾರ್ವಜನಿಕರು ಯೋಗಾಸನ ಪ್ರದರ್ಶನ ಮಾಡಿದರು. (298, 1588, 676, 1633)
lead-photo (512, 556, 932, 711)
person-figure (1218, 1774, 1242, 1846)
quote-icon: “ (613, 1746, 637, 1790)
person-figure (558, 238, 584, 312)
person-figure (378, 237, 404, 312)
article-kicker: ಯೋಗಗುರು ಪರಮೇಶ್ವರಪ್ಪ ಅಭಿಮತ (818, 1673, 1055, 1697)
article-body: • ಚಿತ್ರದುರ್ಗ: ಪ್ರಸಕ್ತ ಸಾಲಿನ ಮೆಟ್ರಿಕ್ ನಂತರದ ವಿದ್ಯಾರ್ಥಿನಿಲಯಗಳ ಪ್ರವೇಶಕ್ಕಾಗಿ ಅರ್ಜಿ ಸಲ್ಲಿಸುವ ಅವಧಿಯನ್ನು ಜೂನ್ 30 ರವರೆಗೆ ವಿಸ್ತರಿಸಲಾಗಿದೆ. (40, 1094, 280, 1139)
lead-body: ರಂಗ ನಿರ್ದೇಶಕ ಕೆ.ಪಿ.ಎಂ.ಗಣೇಶಯ್ಯ ಮಾತನಾಡಿ, ಚಿತ್ರದುರ್ಗದ ಜಿಲ್ಲೆಯ ಗ್ರಾಮದಲ್ಲಿ 50 ವರ್ಷಗಳ ಹಿಂದೆ ಹುಟ್ಟಿದ ಎಚ್ಚೆಸ್ವಿ ಅವರ ಸಾಹಿತ್ಯ ಸೇವೆ ಅಪಾರ. ಅವರ ನೆನಪು ಸದಾ ಹಸಿರಾಗಿರಲಿ ಎಂದರು. ಸೇವಕ ಆರ್.ಗುರುಮೂರ್ತಿ, ಚಿತ್ರಕಲಾ ಶಿಕ್ಷಕರು ಹಾಗೂ ಗಾಯಕರು ಪಾಲ್ಗೊಂಡು ಭಾವಗೀತೆಗಳನ್ನು ಹಾಡಿದರು. ಕಾರ್ಯಕ್ರಮದಲ್ಲಿ ಸಾಹಿತಿಗಳು, ಕಲಾವಿದರು ಉಪಸ್ಥಿತರಿದ್ದರು. (512, 720, 737, 814)
person-figure (1254, 1560, 1278, 1650)
lead-quote-box (745, 718, 933, 838)
article-title: ಜುಲೈ 12ಕ್ಕೆ ಚುನಾವಣೆ (40, 883, 204, 909)
person-figure (710, 1572, 734, 1652)
color-registration-marks (130, 2068, 178, 2085)
person-figure (1170, 1560, 1194, 1650)
quote-icon: “ (750, 718, 774, 760)
emblem-icon (76, 35, 102, 61)
person-figure (1170, 230, 1200, 328)
article-title: ಕ್ಯಾನ್ಸರ್‌ನಂಥ ಮಾರಕ ಕಾಯಿಲೆ ಹೆಚ್ಚು ವ್ಯಾಪಿಸುತ್ತಿದೆ (40, 1699, 588, 1739)
date: 23 ಜೂನ್ 2025 (1135, 76, 1222, 91)
article-title: ಅಮೃತಾಪುರದಲ್ಲಿ ಯೋಗ ದಿನಾಚರಣೆ (996, 1321, 1246, 1346)
column-rule (808, 1670, 809, 2050)
person-figure (438, 240, 464, 312)
person-figure (1172, 1776, 1196, 1846)
yoga-team-photo (298, 122, 616, 322)
